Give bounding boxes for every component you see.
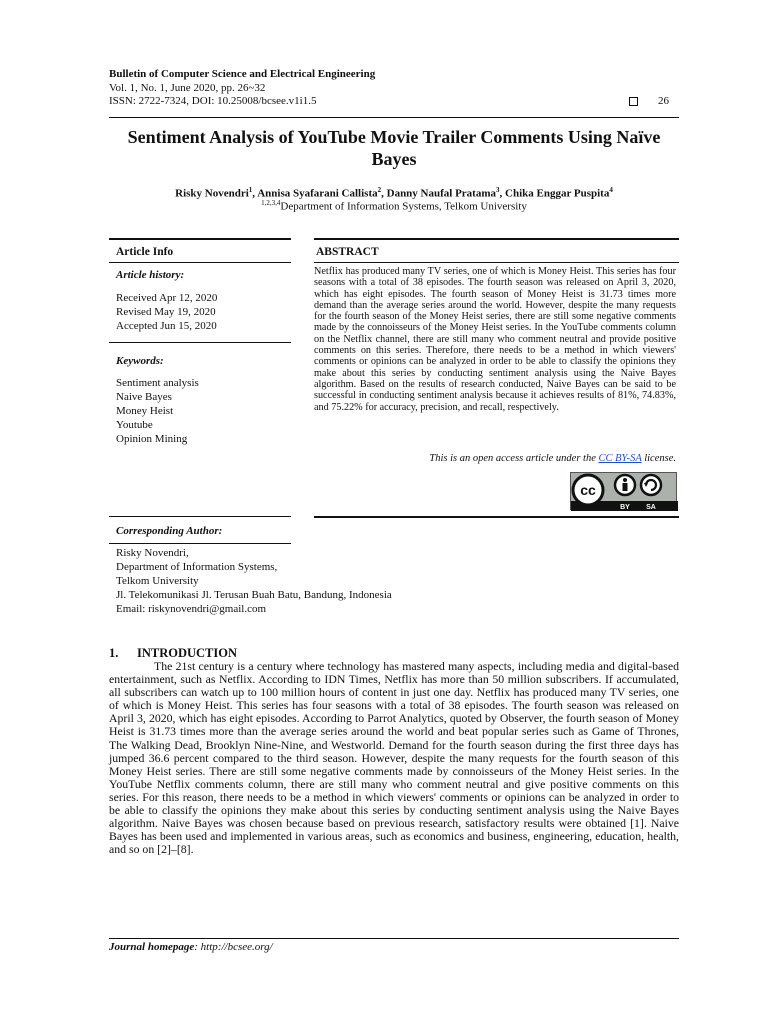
homepage-label: Journal homepage xyxy=(109,941,195,953)
corresponding-line: Risky Novendri, xyxy=(116,547,189,559)
keywords-list xyxy=(116,376,199,446)
author-sup: 4 xyxy=(609,186,613,194)
corresponding-line: Telkom University xyxy=(116,575,199,587)
author-list: Risky Novendri$^1$, Annisa Syafarani Callista$^2$, Danny Naufal Pratama$^3$, Chika Enggar Puspita$^4$ xyxy=(175,186,613,200)
keyword-item: Sentiment analysis xyxy=(116,377,199,389)
article-info-heading: Article Info xyxy=(116,246,174,258)
keyword-item: Naive Bayes xyxy=(116,391,172,403)
author-sup: 3 xyxy=(496,186,500,194)
corresponding-line: Department of Information Systems, xyxy=(116,561,278,573)
footer-rule xyxy=(109,938,679,939)
corresponding-line: Jl. Telekomunikasi Jl. Terusan Buah Batu, Bandung, Indonesia xyxy=(116,589,392,601)
author-sup: 1 xyxy=(248,186,253,194)
affiliation-sup: 1,2,3,4 xyxy=(261,199,281,207)
section-title: INTRODUCTION xyxy=(137,646,238,660)
section-number: 1. xyxy=(109,646,119,660)
journal-issn: ISSN: 2722-7324, DOI: 10.25008/bcsee.v1i1.5 xyxy=(109,95,317,107)
license-link[interactable]: CC BY-SA xyxy=(598,453,642,464)
journal-homepage xyxy=(109,941,273,953)
keyword-item: Money Heist xyxy=(116,405,174,417)
badge-sa-label: SA xyxy=(646,504,656,511)
corresponding-rule xyxy=(109,543,291,544)
author-name: Danny Naufal Pratama xyxy=(386,187,497,200)
journal-volume: Vol. 1, No. 1, June 2020, pp. 26~32 xyxy=(109,81,266,94)
introduction-paragraph: The 21st century is a century where technology has mastered many aspects, including media and digital-based entertainment, such as Netflix. According to IDN Times, Netflix has more than 50 million subscribers. If accumulated, all subscribers can watch up to 100 million hours of content in just one day. Netflix has produced many TV series, one of which is Money Heist. This series has four seasons with a total of 38 episodes. The fourth season was released on April 3, 2020, which has eight episodes. According to Parrot Analytics, quoted by Observer, the fourth season of Money Heist is 31.73 times more than the average series around the world and beat popular series such as Game of Thrones, The Walking Dead, Brooklyn Nine-Nine, and Westworld. Demand for the fourth season during the first three days has jumped 36.6 percent compared to the third season. However, despite the many requests for the fourth season of this Money Heist series. There are still some negative comments made by connoisseurs of the Money Heist series. In the YouTube Netflix comments column, there are still many who comment neutral and give positive comments on this series. For this reason, there needs to be a method in which viewers' comments or opinions can be analyzed in order to be able to classify the opinions they make about this series by conducting sentiment analysis using the Naive Bayes algorithm. Naive Bayes was chosen because based on previous research, satisfactory results were obtained [1]. Naive Bayes has been used and implemented in various areas, such as economics and business, engineering, education, health, and so on [2]–[8]. xyxy=(109,659,679,857)
author-name: Annisa Syafarani Callista xyxy=(257,187,378,200)
history-item: Accepted Jun 15, 2020 xyxy=(116,320,217,332)
abstract-text: Netflix has produced many TV series, one of which is Money Heist. This series has four seasons with a total of 38 episodes. The fourth season was released on April 3, 2020, which has eight episodes. The fourth season of Money Heist is 31.73 times more demand than the average series around the world. However, despite the many requests for the fourth season of the Money Heist series, there are still some negative comments made by the connoisseurs of the Money Heist series. In the YouTube comments column on the Netflix channel, there are still many who comment neutral and provide positive comments on this series. Therefore, there needs to be a method in which viewers' comments or opinions can be analyzed in order to be able to classify the opinions they make about this series by conducting sentiment analysis using the Naive Bayes algorithm. Based on the results of research conducted, Naive Bayes can be said to be successful in conducting sentiment analysis because it achieves results of 81%, 74.83%, and 75.22% for accuracy, precision, and recall, respectively. xyxy=(314,266,676,413)
article-info-top-rule xyxy=(109,238,291,240)
corresponding-block xyxy=(116,546,392,616)
corresponding-label: Corresponding Author: xyxy=(116,525,223,537)
header-rule xyxy=(109,117,679,118)
history-item: Revised May 19, 2020 xyxy=(116,306,216,318)
affiliation-text: Department of Information Systems, Telkom University xyxy=(280,200,527,213)
affiliation xyxy=(109,197,679,214)
license-suffix: license. xyxy=(641,453,676,464)
history-rule xyxy=(109,342,291,343)
keyword-item: Youtube xyxy=(116,419,153,431)
cc-badge-icon xyxy=(571,473,678,511)
journal-name: Bulletin of Computer Science and Electrical Engineering xyxy=(109,68,376,80)
history-label: Article history: xyxy=(116,269,185,281)
author-name: Risky Novendri xyxy=(175,187,249,200)
abstract-top-rule xyxy=(314,238,679,240)
license-prefix: This is an open access article under the xyxy=(429,453,599,464)
badge-by-label: BY xyxy=(620,504,630,511)
author-name: Chika Enggar Puspita xyxy=(505,187,610,200)
homepage-url[interactable]: : http://bcsee.org/ xyxy=(194,941,273,953)
corresponding-line: Email: riskynovendri@gmail.com xyxy=(116,603,267,615)
journal-header xyxy=(109,68,669,109)
abstract-head-rule xyxy=(314,262,679,263)
keywords-rule xyxy=(109,516,291,517)
abstract-bottom-rule xyxy=(314,516,679,518)
keyword-item: Opinion Mining xyxy=(116,433,188,445)
cc-by-sa-badge[interactable] xyxy=(570,472,677,510)
keywords-label: Keywords: xyxy=(116,355,164,367)
paper-title: Sentiment Analysis of YouTube Movie Trailer Comments Using Naïve Bayes xyxy=(127,127,661,169)
square-bullet-icon xyxy=(629,97,638,106)
abstract-heading: ABSTRACT xyxy=(316,246,379,258)
page-number: 26 xyxy=(658,95,669,107)
author-sup: 2 xyxy=(377,186,382,194)
history-item: Received Apr 12, 2020 xyxy=(116,292,218,304)
history-list xyxy=(116,291,217,333)
license-line xyxy=(314,453,676,464)
article-info-head-rule xyxy=(109,262,291,263)
svg-text:cc: cc xyxy=(580,482,596,498)
